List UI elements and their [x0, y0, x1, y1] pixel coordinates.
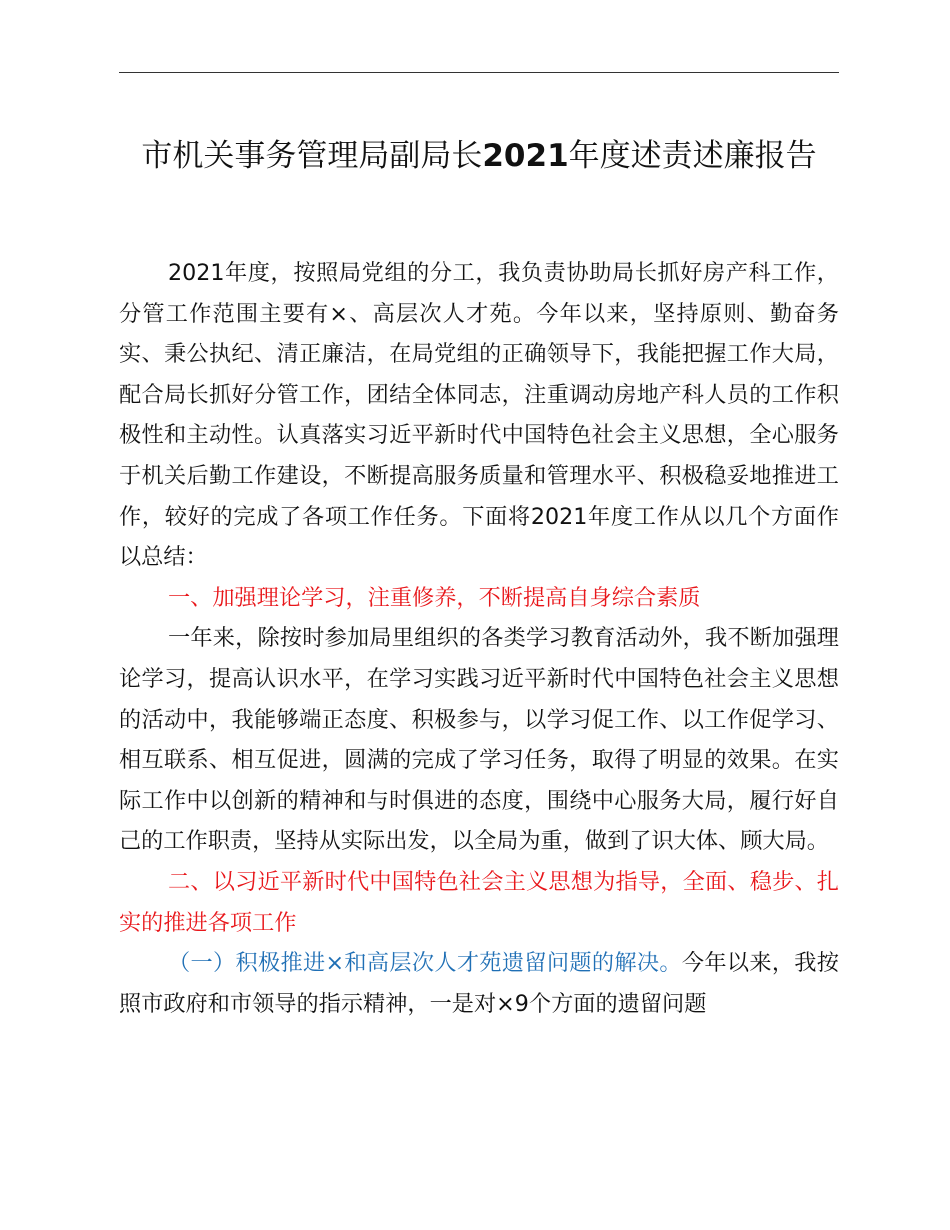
title-suffix: 年度述责述廉报告	[568, 138, 817, 174]
subsection-heading-1: （一）积极推进×和高层次人才苑遗留问题的解决。	[168, 950, 682, 977]
section-heading-1: 一、加强理论学习，注重修养，不断提高自身综合素质	[168, 584, 701, 611]
document-body	[119, 253, 839, 1024]
section-1-paragraph: 一年来，除按时参加局里组织的各类学习教育活动外，我不断加强理论学习，提高认识水平，在学习实践习近平新时代中国特色社会主义思想的活动中，我能够端正态度、积极参与，以学习促工作、以工作促学习、相互联系、相互促进，圆满的完成了学习任务，取得了明显的效果。在实际工作中以创新的精神和与时俱进的态度，围绕中心服务大局，履行好自己的工作职责，坚持从实际出发，以全局为重，做到了识大体、顾大局。	[119, 625, 839, 855]
title-year: 2021	[482, 138, 569, 174]
header-rule	[119, 72, 839, 73]
intro-paragraph: 2021年度，按照局党组的分工，我负责协助局长抓好房产科工作，分管工作范围主要有×、高层次人才苑。今年以来，坚持原则、勤奋务实、秉公执纪、清正廉洁，在局党组的正确领导下，我能把握工作大局，配合局长抓好分管工作，团结全体同志，注重调动房地产科人员的工作积极性和主动性。认真落实习近平新时代中国特色社会主义思想，全心服务于机关后勤工作建设，不断提高服务质量和管理水平、积极稳妥地推进工作，较好的完成了各项工作任务。下面将2021年度工作从以几个方面作以总结：	[119, 260, 839, 571]
title-prefix: 市机关事务管理局副局长	[141, 138, 483, 174]
document-title	[119, 132, 839, 180]
section-heading-2: 二、以习近平新时代中国特色社会主义思想为指导，全面、稳步、扎实的推进各项工作	[119, 868, 839, 936]
subsection-1-body: 今年以来，我按照市政府和市领导的指示精神，一是对×9个方面的遗留问题	[119, 950, 839, 1017]
subsection-1-paragraph	[119, 943, 839, 1024]
